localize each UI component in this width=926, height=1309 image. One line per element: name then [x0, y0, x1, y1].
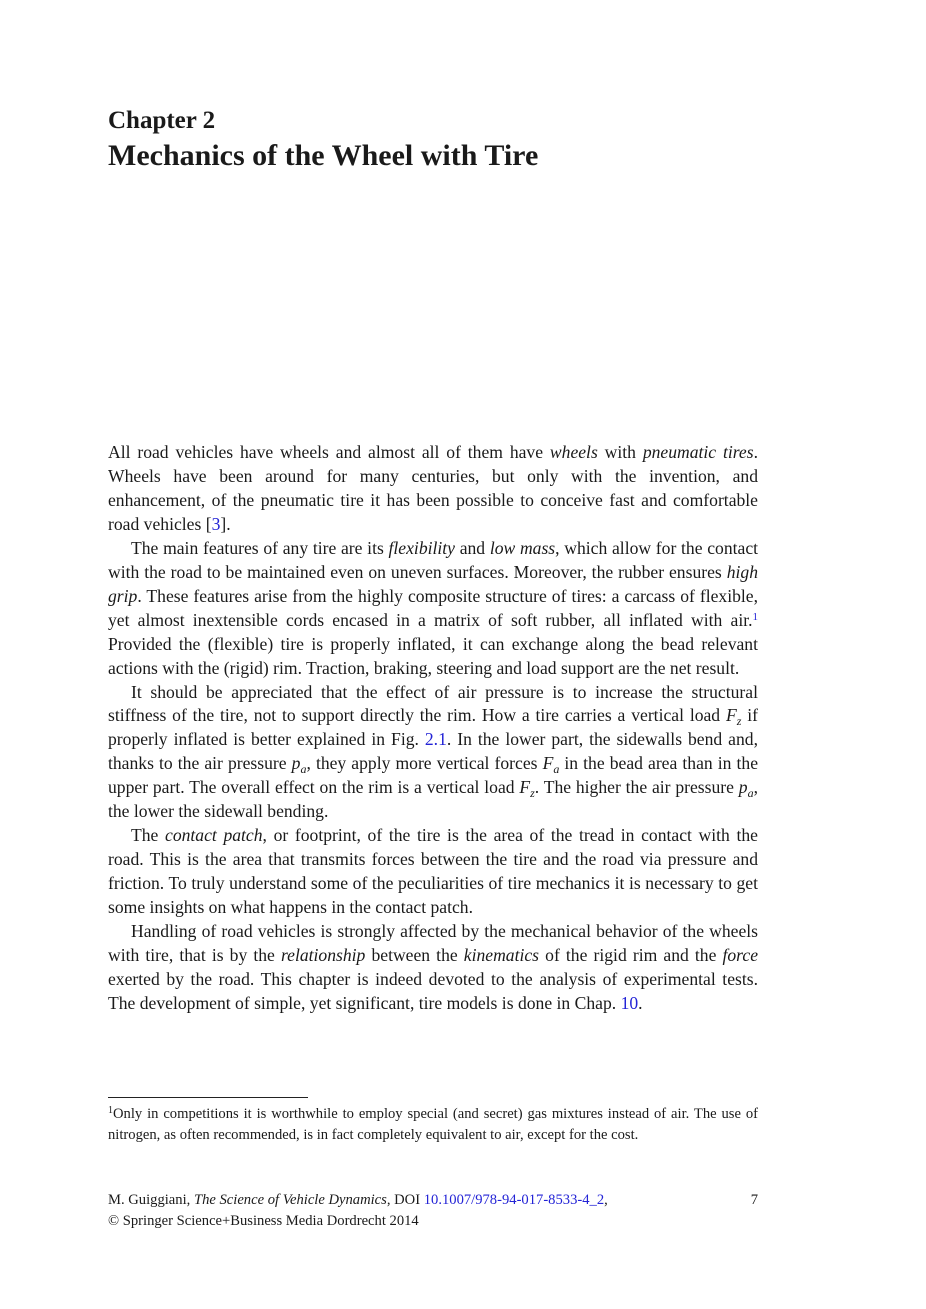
chapter-label: Chapter 2	[108, 107, 216, 134]
footnote-link-1[interactable]: 1	[752, 610, 758, 623]
page-footer	[108, 1190, 758, 1232]
emphasis-relationship: relationship	[280, 945, 366, 966]
paragraph-1	[108, 441, 758, 537]
footer-doi-label: , DOI	[386, 1192, 424, 1208]
emphasis-flexibility: flexibility	[388, 537, 455, 558]
emphasis-kinematics: kinematics	[463, 945, 540, 966]
text-run: in the bead area than in the upper part. The overall effect on the rim is a vertical load	[108, 753, 758, 798]
emphasis-contact-patch: contact patch	[165, 825, 263, 846]
paragraph-3	[108, 681, 758, 825]
text-run: of the rigid rim and the	[539, 945, 723, 966]
emphasis-pneumatic-tires: pneumatic tires	[642, 442, 754, 462]
text-run: . Wheels have been around for many centuries, but only with the invention, and enhancement, of the pneumatic tire it has been possible to conceive fast and comfortable road vehicles [	[108, 442, 758, 534]
text-run: exerted by the road. This chapter is indeed devoted to the analysis of experimental tests. The development of simple, yet significant, tire models is done in Chap.	[108, 968, 758, 1013]
paragraph-4	[108, 824, 758, 920]
footnote-text: Only in competitions it is worthwhile to employ special (and secret) gas mixtures instead of air. The use of nitrogen, as often recommended, is in fact completely equivalent to air, except for the cost.	[108, 1106, 758, 1143]
text-run: if properly inflated is better explained in Fig.	[108, 705, 758, 750]
figure-link-2-1[interactable]: 2.1	[424, 729, 447, 750]
paragraph-2	[108, 537, 758, 681]
page-number: 7	[750, 1192, 758, 1208]
footer-citation-line	[108, 1190, 758, 1211]
text-run: The	[131, 825, 166, 846]
footer-copyright: © Springer Science+Business Media Dordrecht 2014	[108, 1213, 419, 1229]
text-run: All road vehicles have wheels and almost all of them have	[108, 442, 550, 462]
text-run: , or footprint, of the tire is the area of the tread in contact with the road. This is the area that transmits forces between the tire and the road via pressure and friction. To truly understand some of the peculiarities of tire mechanics it is necessary to get some insights on what happens in the contact patch.	[108, 825, 758, 918]
citation-link-3[interactable]: 3	[211, 513, 221, 534]
footnote-1	[108, 1104, 758, 1146]
math-symbol-F: F	[542, 753, 554, 774]
math-subscript-a: a	[747, 786, 754, 801]
math-subscript-a: a	[300, 762, 307, 777]
text-run: , the lower the sidewall bending.	[108, 777, 758, 822]
body-text	[108, 441, 758, 1016]
text-run: ].	[220, 513, 231, 534]
text-run: , they apply more vertical forces	[306, 753, 543, 774]
text-run: with	[597, 442, 643, 462]
emphasis-high-grip: high grip	[108, 561, 758, 606]
chapter-link-10[interactable]: 10	[620, 992, 639, 1013]
text-run: Handling of road vehicles is strongly affected by the mechanical behavior of the wheels with tire, that is by the	[108, 921, 758, 966]
footnote-mark: 1	[108, 1105, 113, 1116]
math-symbol-p: p	[738, 777, 748, 798]
text-run: .	[638, 992, 643, 1013]
math-symbol-F: F	[725, 705, 737, 726]
emphasis-wheels: wheels	[549, 442, 598, 462]
emphasis-force: force	[722, 945, 758, 966]
text-run: . The higher the air pressure	[534, 777, 739, 798]
text-run: , which allow for the contact with the road to be maintained even on uneven surfaces. Moreover, the rubber ensures	[108, 537, 759, 582]
chapter-title: Mechanics of the Wheel with Tire	[108, 139, 539, 172]
text-run: . In the lower part, the sidewalls bend and, thanks to the air pressure	[108, 729, 758, 774]
math-subscript-z: z	[736, 714, 742, 729]
footer-book-title: The Science of Vehicle Dynamics	[193, 1192, 387, 1208]
math-symbol-F: F	[519, 777, 531, 798]
doi-link[interactable]: 10.1007/978-94-017-8533-4_2	[423, 1192, 605, 1208]
math-subscript-a: a	[553, 762, 560, 777]
text-run: . These features arise from the highly composite structure of tires: a carcass of flexible, yet almost inextensible cords encased in a matrix of soft rubber, all inflated with air.	[108, 585, 758, 630]
text-run: It should be appreciated that the effect of air pressure is to increase the structural stiffness of the tire, not to support directly the rim. How a tire carries a vertical load	[108, 681, 758, 726]
math-subscript-z: z	[530, 786, 535, 801]
footer-author: M. Guiggiani,	[108, 1192, 194, 1208]
emphasis-low-mass: low mass	[489, 537, 556, 558]
text-run: between the	[365, 945, 464, 966]
text-run: and	[454, 537, 490, 558]
footer-trail: ,	[604, 1192, 608, 1208]
footnote-divider	[108, 1097, 308, 1098]
text-run: Provided the (flexible) tire is properly inflated, it can exchange along the bead relevant actions with the (rigid) rim. Traction, braking, steering and load support are the net result.	[108, 633, 758, 678]
paragraph-5	[108, 920, 758, 1016]
math-symbol-p: p	[291, 753, 301, 774]
text-run: The main features of any tire are its	[131, 537, 389, 558]
